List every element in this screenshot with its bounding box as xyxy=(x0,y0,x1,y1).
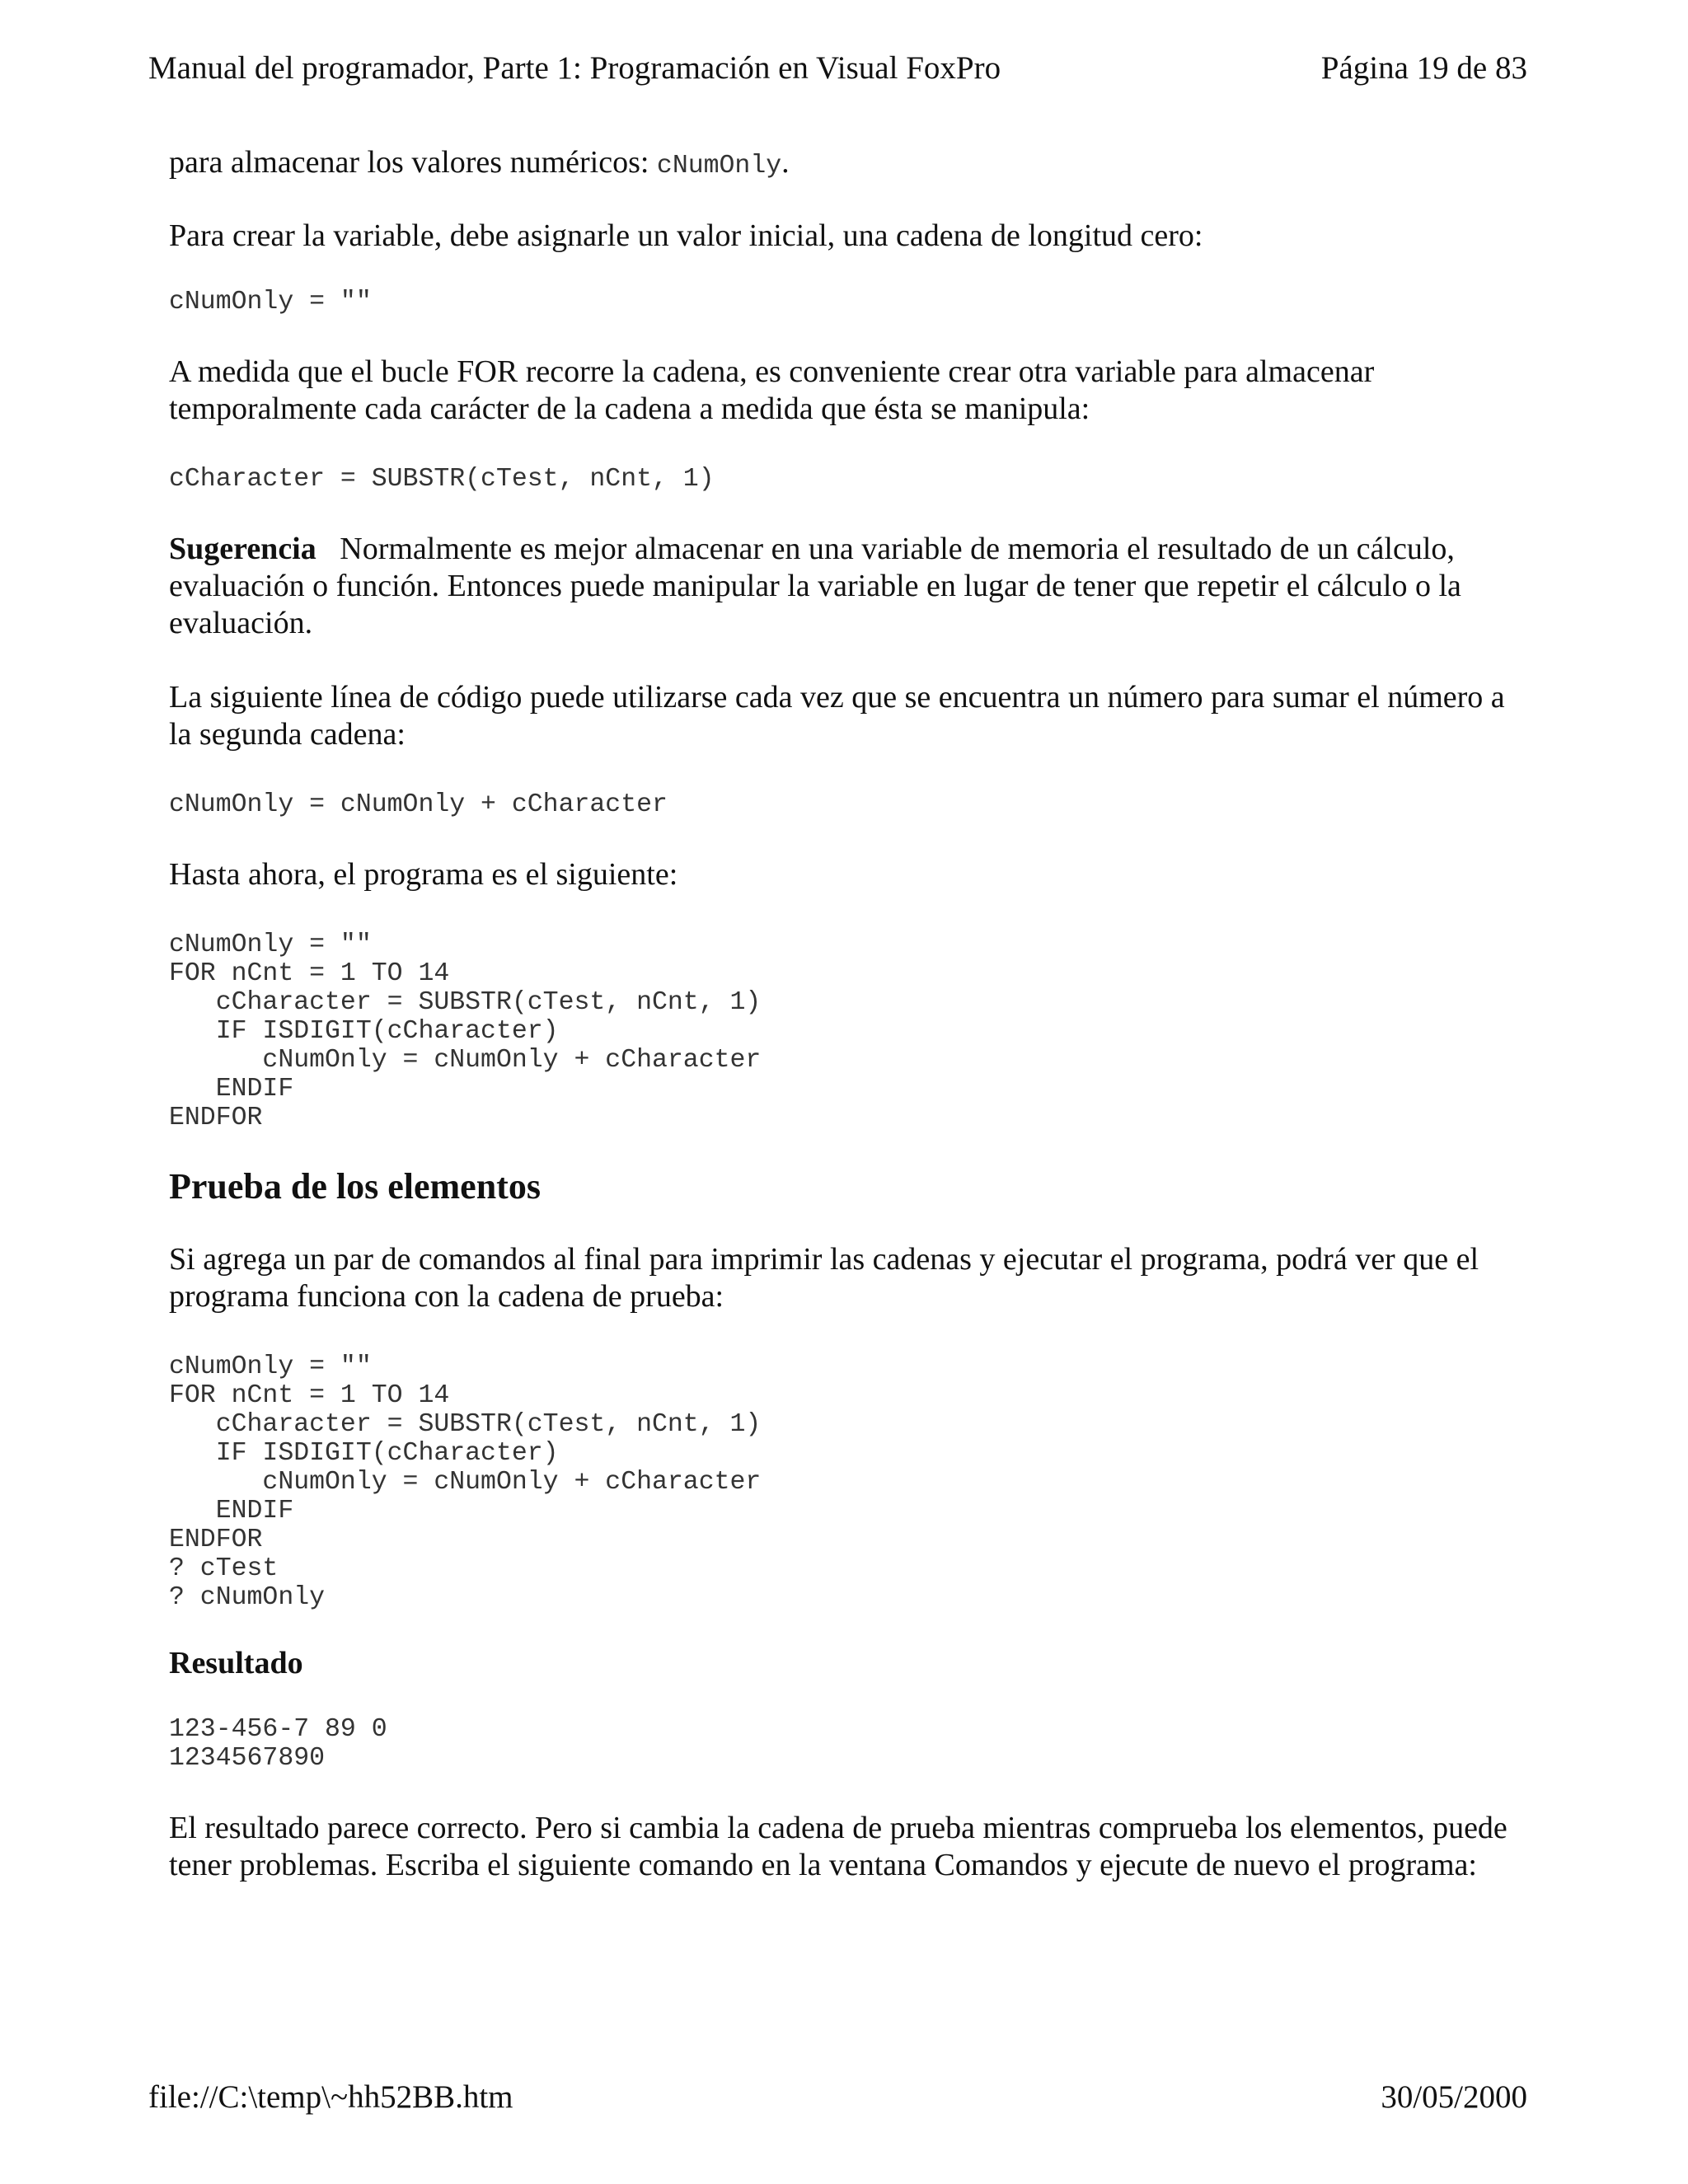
page-number: Página 19 de 83 xyxy=(1320,50,1527,86)
paragraph xyxy=(169,144,1523,185)
code-block: cNumOnly = "" xyxy=(169,288,372,316)
code-block: cNumOnly = "" FOR nCnt = 1 TO 14 cCharacter = SUBSTR(cTest, nCnt, 1) IF ISDIGIT(cCharacter) cNumOnly = cNumOnly + cCharacter ENDIF ENDFOR xyxy=(169,930,762,1132)
section-heading: Prueba de los elementos xyxy=(169,1166,541,1207)
paragraph-end: . xyxy=(781,145,790,180)
tip-text: Normalmente es mejor almacenar en una variable de memoria el resultado de un cálculo, evaluación o función. Entonces puede manipular la variable en lugar de tener que repetir el cálculo o la evaluación. xyxy=(169,532,1470,640)
document-body xyxy=(169,144,1523,1884)
result-heading: Resultado xyxy=(169,1646,303,1680)
paragraph-text: para almacenar los valores numéricos: xyxy=(169,145,657,180)
paragraph: El resultado parece correcto. Pero si cambia la cadena de prueba mientras comprueba los elementos, puede tener problemas. Escriba el siguiente comando en la ventana Comandos y ejecute de nuevo el programa: xyxy=(169,1811,1507,1882)
paragraph: La siguiente línea de código puede utilizarse cada vez que se encuentra un número para sumar el número a la segunda cadena: xyxy=(169,680,1505,752)
page-footer xyxy=(148,2077,1527,2118)
code-block: cNumOnly = "" FOR nCnt = 1 TO 14 cCharacter = SUBSTR(cTest, nCnt, 1) IF ISDIGIT(cCharacter) cNumOnly = cNumOnly + cCharacter ENDIF ENDFOR ? cTest ? cNumOnly xyxy=(169,1352,762,1612)
code-block: 123-456-7 89 0 1234567890 xyxy=(169,1715,387,1773)
tip-paragraph xyxy=(169,531,1523,642)
paragraph: Si agrega un par de comandos al final para imprimir las cadenas y ejecutar el programa, podrá ver que el programa funciona con la cadena de prueba: xyxy=(169,1242,1479,1314)
file-path: file://C:\temp\~hh52BB.htm xyxy=(148,2079,513,2115)
code-block: cCharacter = SUBSTR(cTest, nCnt, 1) xyxy=(169,465,715,494)
page-header xyxy=(148,48,1527,89)
code-block: cNumOnly = cNumOnly + cCharacter xyxy=(169,790,668,819)
paragraph: Para crear la variable, debe asignarle un valor inicial, una cadena de longitud cero: xyxy=(169,218,1203,253)
paragraph: Hasta ahora, el programa es el siguiente: xyxy=(169,857,678,892)
inline-code: cNumOnly xyxy=(656,152,782,180)
paragraph: A medida que el bucle FOR recorre la cadena, es conveniente crear otra variable para almacenar temporalmente cada carácter de la cadena a medida que ésta se manipula: xyxy=(169,354,1375,426)
footer-date: 30/05/2000 xyxy=(1381,2079,1527,2115)
tip-label: Sugerencia xyxy=(169,532,316,566)
document-title: Manual del programador, Parte 1: Programación en Visual FoxPro xyxy=(148,50,1001,86)
